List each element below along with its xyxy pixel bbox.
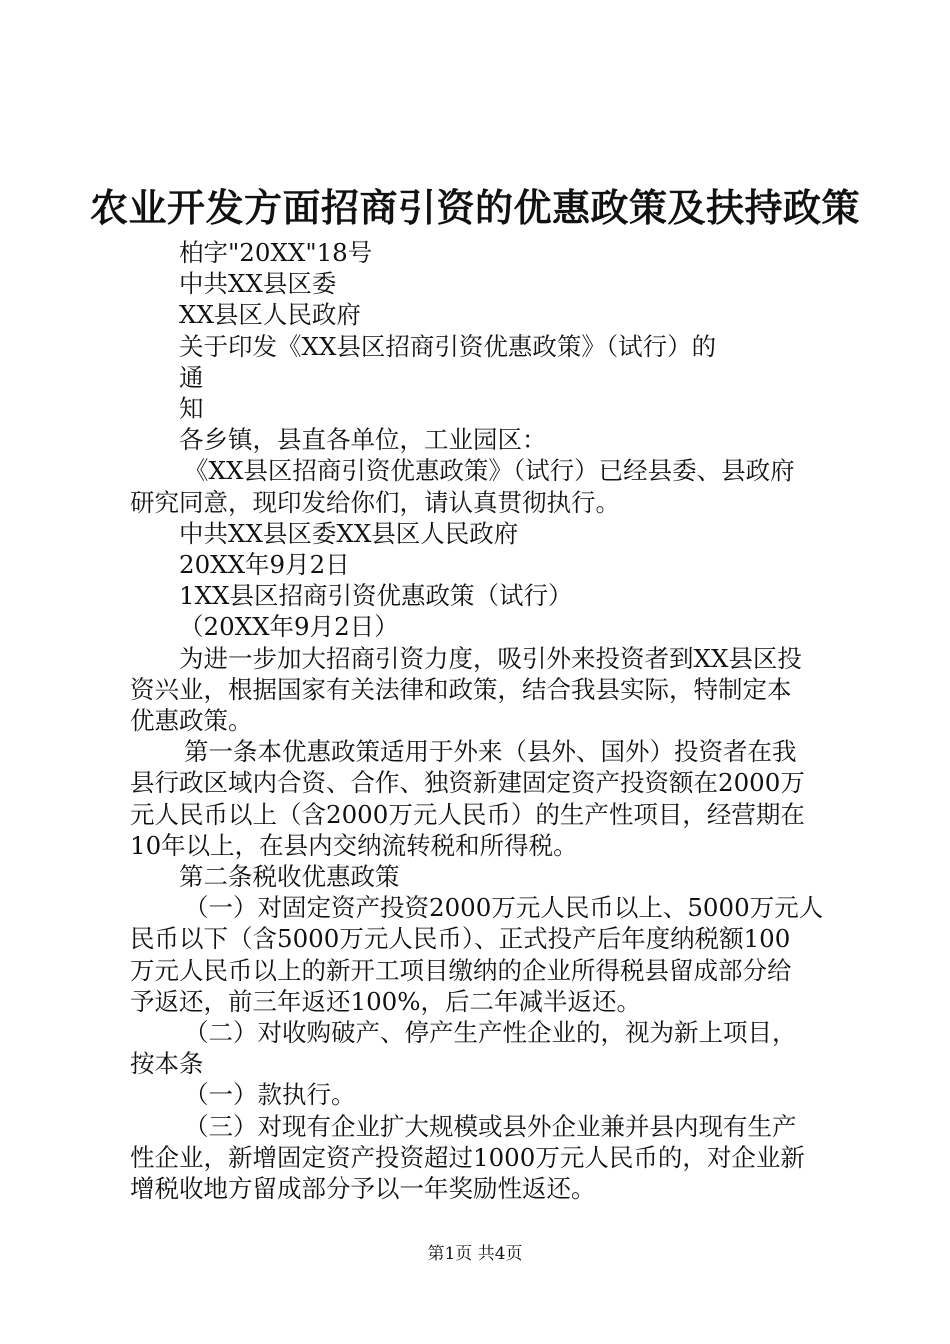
paragraph-line: 优惠政策。 (130, 706, 253, 736)
issuer-line: XX县区人民政府 (179, 300, 361, 330)
paragraph-line: 《XX县区招商引资优惠政策》（试行）已经县委、县政府 (184, 456, 795, 486)
paragraph-line: 予返还，前三年返还100%，后二年减半返还。 (130, 986, 642, 1016)
paragraph-line: （三）对现有企业扩大规模或县外企业兼并县内现有生产 (184, 1111, 797, 1141)
notice-heading: 关于印发《XX县区招商引资优惠政策》（试行）的 (179, 331, 717, 361)
notice-heading: 通 (179, 362, 204, 392)
date-line: 20XX年9月2日 (179, 550, 350, 580)
paragraph-line: 研究同意，现印发给你们，请认真贯彻执行。 (130, 487, 620, 517)
paragraph-line: 元人民币以上（含2000万元人民币）的生产性项目，经营期在 (130, 799, 805, 829)
document-number: 柏字"20XX"18号 (179, 238, 373, 267)
document-title: 农业开发方面招商引资的优惠政策及扶持政策 (89, 185, 860, 230)
addressee-line: 各乡镇，县直各单位，工业园区： (179, 425, 547, 455)
date-line: （20XX年9月2日） (179, 612, 399, 642)
paragraph-line: 10年以上，在县内交纳流转税和所得税。 (130, 830, 578, 860)
paragraph-line: （一）对固定资产投资2000万元人民币以上、5000万元人 (184, 893, 824, 923)
page-footer: 第1页 共4页 (427, 1244, 523, 1264)
paragraph-line: （一）款执行。 (184, 1080, 356, 1110)
paragraph-line: 县行政区域内合资、合作、独资新建固定资产投资额在2000万 (130, 768, 805, 798)
document-body (130, 237, 832, 1204)
paragraph-line: （二）对收购破产、停产生产性企业的，视为新上项目， (184, 1018, 797, 1048)
paragraph-line: 资兴业，根据国家有关法律和政策，结合我县实际，特制定本 (130, 674, 792, 704)
paragraph-line: 增税收地方留成部分予以一年奖励性返还。 (130, 1174, 596, 1204)
section-heading: 1XX县区招商引资优惠政策（试行） (179, 581, 573, 611)
signature-line: 中共XX县区委XX县区人民政府 (179, 518, 519, 548)
issuer-line: 中共XX县区委 (179, 269, 337, 299)
paragraph-line: 为进一步加大招商引资力度，吸引外来投资者到XX县区投 (179, 643, 802, 673)
paragraph-line: 民币以下（含5000万元人民币）、正式投产后年度纳税额100 (130, 924, 791, 954)
paragraph-line: 按本条 (130, 1049, 204, 1079)
notice-heading: 知 (179, 394, 204, 424)
paragraph-line: 性企业，新增固定资产投资超过1000万元人民币的，对企业新 (130, 1142, 805, 1172)
section-heading: 第二条税收优惠政策 (179, 862, 400, 892)
paragraph-line: 万元人民币以上的新开工项目缴纳的企业所得税县留成部分给 (130, 955, 792, 985)
paragraph-line: 第一条本优惠政策适用于外来（县外、国外）投资者在我 (184, 737, 797, 767)
